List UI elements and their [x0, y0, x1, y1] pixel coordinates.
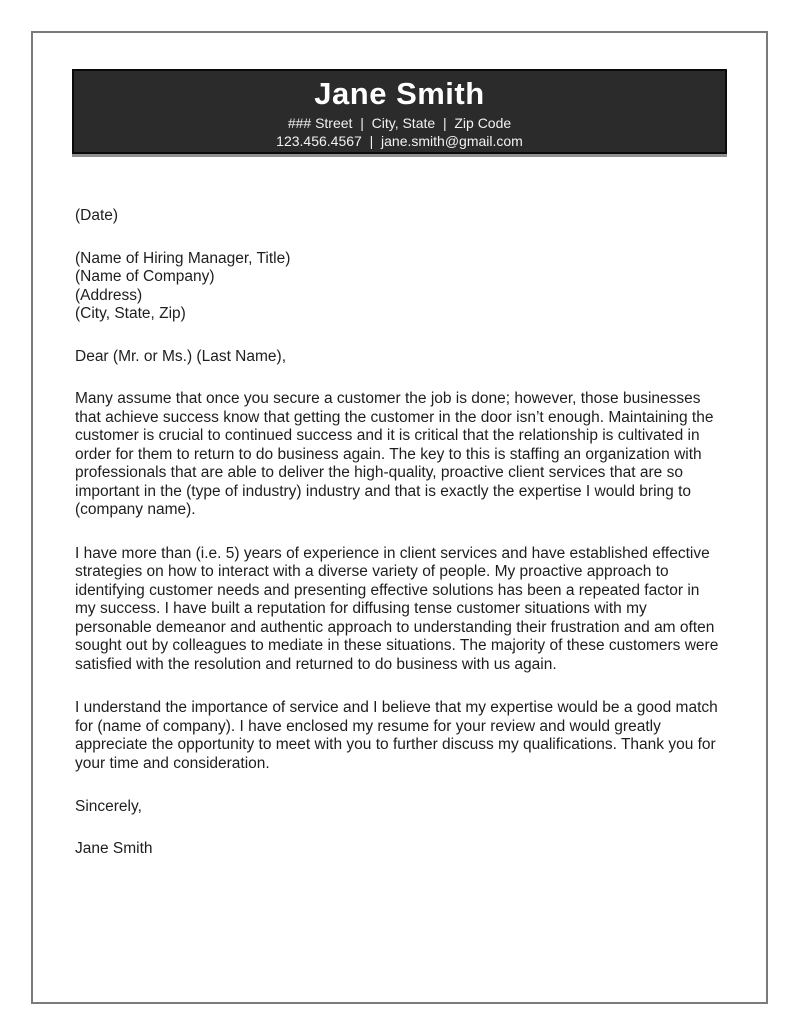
letter-page — [31, 31, 768, 1004]
recipient-name-title-line: (Name of Hiring Manager, Title) — [75, 249, 291, 267]
letter-body — [33, 154, 766, 858]
body-paragraph-2: I have more than (i.e. 5) years of experience in client services and have established effective strategies on how to interact with a diverse variety of people. My proactive approach to identifying customer needs and presenting effective solutions has been a repeated factor in my success. I have built a reputation for diffusing tense customer situations with my personable demeanor and authentic approach to understanding their frustration and am often sought out by colleagues to mediate in these situations. The majority of these customers were satisfied with the resolution and returned to do business with us again. — [75, 544, 719, 673]
signature-name: Jane Smith — [75, 839, 153, 857]
letterhead-banner — [72, 69, 727, 154]
letterhead-address-line: ### Street | City, State | Zip Code — [287, 115, 512, 131]
body-paragraph-3: I understand the importance of service and I believe that my expertise would be a good match for (name of company). I have enclosed my resume for your review and would greatly appreciate the opportunity to meet with you to further discuss my qualifications. Thank you for your time and consideration. — [75, 699, 718, 772]
letterhead-phone-email-line: 123.456.4567 | jane.smith@gmail.com — [276, 133, 523, 149]
recipient-city-state-zip-line: (City, State, Zip) — [75, 305, 186, 322]
closing-line: Sincerely, — [75, 798, 142, 815]
recipient-street-line: (Address) — [75, 286, 143, 304]
letterhead-name: Jane Smith — [314, 76, 485, 111]
body-paragraph-1: Many assume that once you secure a customer the job is done; however, those businesses that achieve success know that getting the customer in the door isn’t enough. Maintaining the customer is crucial to continued success and it is critical that the relationship is cultivated in order for them to return to do business again. The key to this is staffing an organization with professionals that are able to deliver the high-quality, proactive client services that are so important in the (type of industry) industry and that is exactly the expertise I would bring to (company name). — [75, 390, 714, 518]
recipient-address-block — [75, 250, 724, 324]
recipient-company-line: (Name of Company) — [75, 268, 215, 285]
date-placeholder: (Date) — [75, 207, 119, 224]
salutation-line: Dear (Mr. or Ms.) (Last Name), — [75, 347, 286, 365]
